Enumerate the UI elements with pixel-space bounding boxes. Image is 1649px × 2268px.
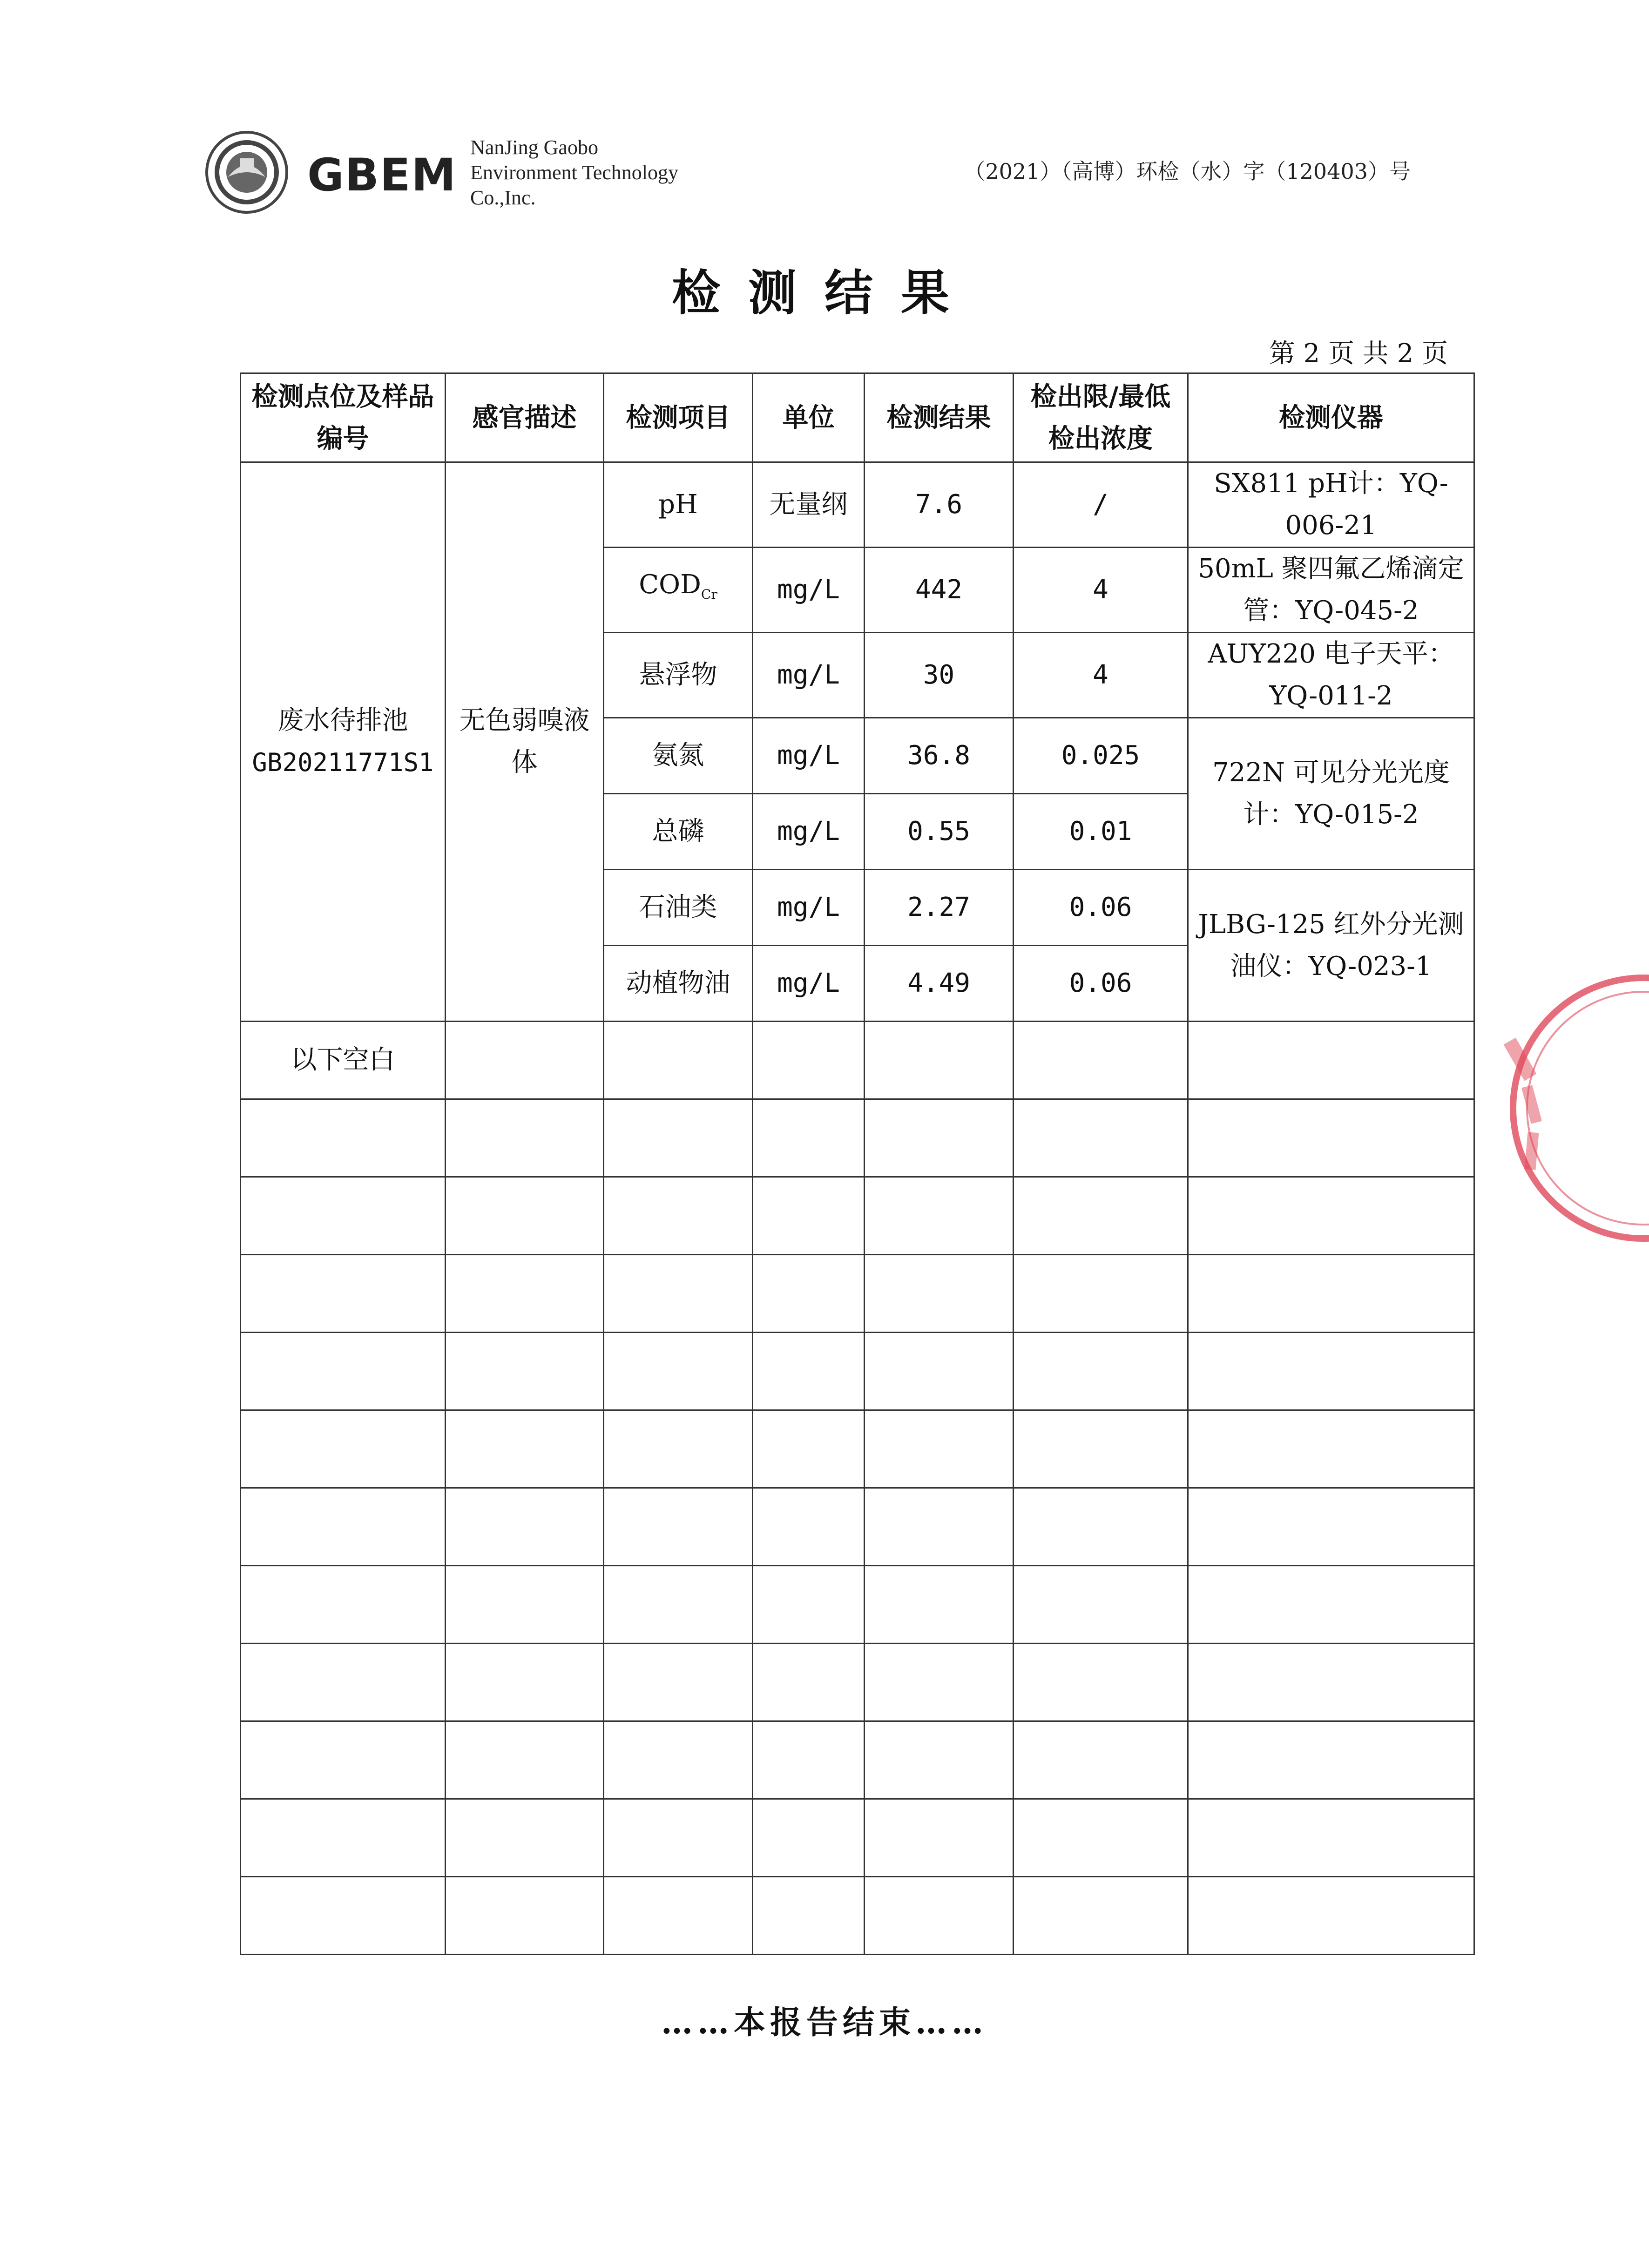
empty-cell xyxy=(1188,1177,1474,1255)
limit-cell: 0.06 xyxy=(1014,946,1188,1022)
empty-cell xyxy=(865,1333,1014,1410)
empty-cell xyxy=(241,1799,446,1877)
empty-cell xyxy=(241,1333,446,1410)
empty-rows xyxy=(241,1099,1474,1955)
table-row xyxy=(241,1799,1474,1877)
empty-cell xyxy=(753,1333,865,1410)
empty-cell xyxy=(604,1488,753,1566)
item-cell: 悬浮物 xyxy=(604,633,753,718)
result-cell: 36.8 xyxy=(865,718,1014,794)
header-sensory: 感官描述 xyxy=(446,373,604,462)
header-instrument: 检测仪器 xyxy=(1188,373,1474,462)
empty-cell xyxy=(1014,1721,1188,1799)
sample-location-cell xyxy=(241,462,446,1022)
empty-cell xyxy=(753,1644,865,1721)
empty-cell xyxy=(446,1721,604,1799)
empty-cell xyxy=(1188,1488,1474,1566)
empty-cell xyxy=(446,1177,604,1255)
empty-cell xyxy=(446,1333,604,1410)
limit-cell: 0.01 xyxy=(1014,794,1188,870)
empty-cell xyxy=(1014,1333,1188,1410)
table-row xyxy=(241,1644,1474,1721)
empty-cell xyxy=(604,1410,753,1488)
limit-cell: 4 xyxy=(1014,633,1188,718)
instrument-cell-shared: JLBG-125 红外分光测油仪：YQ-023-1 xyxy=(1188,870,1474,1022)
empty-cell xyxy=(1014,1877,1188,1955)
company-stamp xyxy=(1471,968,1649,1248)
empty-cell xyxy=(1188,1644,1474,1721)
empty-cell xyxy=(241,1877,446,1955)
item-cell: 石油类 xyxy=(604,870,753,946)
empty-cell xyxy=(1014,1410,1188,1488)
item-cell: pH xyxy=(604,462,753,548)
empty-cell xyxy=(753,1721,865,1799)
item-cell: 动植物油 xyxy=(604,946,753,1022)
table-row xyxy=(241,1255,1474,1333)
sample-location: 废水待排池 xyxy=(277,705,408,736)
result-cell: 4.49 xyxy=(865,946,1014,1022)
empty-cell xyxy=(446,1410,604,1488)
limit-cell: 0.06 xyxy=(1014,870,1188,946)
empty-cell xyxy=(604,1877,753,1955)
unit-cell: mg/L xyxy=(753,718,865,794)
table-row xyxy=(241,1177,1474,1255)
empty-cell xyxy=(604,1566,753,1644)
instrument-cell: SX811 pH计：YQ-006-21 xyxy=(1188,462,1474,548)
table-row xyxy=(241,1488,1474,1566)
result-cell: 7.6 xyxy=(865,462,1014,548)
header-unit: 单位 xyxy=(753,373,865,462)
empty-cell xyxy=(753,1022,865,1099)
table-row xyxy=(241,1721,1474,1799)
company-line-1: NanJing Gaobo xyxy=(470,136,598,159)
empty-cell xyxy=(604,1099,753,1177)
empty-cell xyxy=(865,1022,1014,1099)
empty-cell xyxy=(446,1099,604,1177)
empty-cell xyxy=(1014,1177,1188,1255)
empty-cell xyxy=(865,1721,1014,1799)
empty-cell xyxy=(241,1566,446,1644)
table-row xyxy=(241,462,1474,548)
unit-cell: mg/L xyxy=(753,633,865,718)
empty-cell xyxy=(241,1099,446,1177)
company-line-2: Environment Technology xyxy=(470,161,679,184)
empty-cell xyxy=(1014,1255,1188,1333)
empty-cell xyxy=(753,1099,865,1177)
empty-cell xyxy=(753,1877,865,1955)
empty-cell xyxy=(753,1255,865,1333)
header-location: 检测点位及样品编号 xyxy=(241,373,446,462)
empty-cell xyxy=(865,1177,1014,1255)
empty-cell xyxy=(446,1255,604,1333)
limit-cell: 4 xyxy=(1014,548,1188,633)
company-seal-logo xyxy=(200,130,293,214)
empty-cell xyxy=(241,1410,446,1488)
empty-cell xyxy=(1188,1566,1474,1644)
item-cell: 氨氮 xyxy=(604,718,753,794)
empty-cell xyxy=(446,1644,604,1721)
header-result: 检测结果 xyxy=(865,373,1014,462)
item-cod-subscript: Cr xyxy=(701,587,717,603)
table-row xyxy=(241,1877,1474,1955)
empty-cell xyxy=(865,1799,1014,1877)
result-cell: 30 xyxy=(865,633,1014,718)
company-line-3: Co.,Inc. xyxy=(470,186,536,209)
blank-note: 以下空白 xyxy=(241,1022,446,1099)
empty-cell xyxy=(1014,1566,1188,1644)
logo-text: GBEM xyxy=(307,149,457,201)
limit-cell: 0.025 xyxy=(1014,718,1188,794)
unit-cell: 无量纲 xyxy=(753,462,865,548)
instrument-cell: 50mL 聚四氟乙烯滴定管：YQ-045-2 xyxy=(1188,548,1474,633)
empty-cell xyxy=(446,1488,604,1566)
empty-cell xyxy=(604,1644,753,1721)
empty-cell xyxy=(1014,1099,1188,1177)
empty-cell xyxy=(241,1644,446,1721)
empty-cell xyxy=(865,1410,1014,1488)
empty-cell xyxy=(604,1022,753,1099)
table-row xyxy=(241,1022,1474,1099)
empty-cell xyxy=(1188,1799,1474,1877)
empty-cell xyxy=(446,1799,604,1877)
empty-cell xyxy=(604,1799,753,1877)
item-cell: 总磷 xyxy=(604,794,753,870)
empty-cell xyxy=(1014,1799,1188,1877)
empty-cell xyxy=(604,1721,753,1799)
empty-cell xyxy=(446,1022,604,1099)
empty-cell xyxy=(446,1566,604,1644)
empty-cell xyxy=(241,1177,446,1255)
empty-cell xyxy=(1014,1488,1188,1566)
result-cell: 0.55 xyxy=(865,794,1014,870)
table-row xyxy=(241,1410,1474,1488)
report-number: （2021）（高博）环检（水）字（120403）号 xyxy=(964,159,1411,184)
sensory-cell: 无色弱嗅液体 xyxy=(446,462,604,1022)
unit-cell: mg/L xyxy=(753,548,865,633)
empty-cell xyxy=(753,1566,865,1644)
table-row xyxy=(241,1333,1474,1410)
unit-cell: mg/L xyxy=(753,946,865,1022)
empty-cell xyxy=(1014,1644,1188,1721)
header-item: 检测项目 xyxy=(604,373,753,462)
report-end-note: ……本报告结束…… xyxy=(661,2004,988,2041)
empty-cell xyxy=(604,1177,753,1255)
instrument-cell: AUY220 电子天平：YQ-011-2 xyxy=(1188,633,1474,718)
result-cell: 2.27 xyxy=(865,870,1014,946)
empty-cell xyxy=(865,1566,1014,1644)
empty-cell xyxy=(1188,1099,1474,1177)
empty-cell xyxy=(753,1799,865,1877)
empty-cell xyxy=(241,1255,446,1333)
item-cell xyxy=(604,548,753,633)
empty-cell xyxy=(753,1410,865,1488)
report-header xyxy=(200,126,1457,219)
empty-cell xyxy=(865,1877,1014,1955)
empty-cell xyxy=(753,1177,865,1255)
unit-cell: mg/L xyxy=(753,870,865,946)
empty-cell xyxy=(1188,1255,1474,1333)
empty-cell xyxy=(865,1255,1014,1333)
empty-cell xyxy=(446,1877,604,1955)
item-cod: COD xyxy=(639,569,701,600)
sample-code: GB20211771S1 xyxy=(252,748,434,777)
empty-cell xyxy=(1188,1721,1474,1799)
empty-cell xyxy=(865,1099,1014,1177)
empty-cell xyxy=(604,1255,753,1333)
empty-cell xyxy=(241,1721,446,1799)
empty-cell xyxy=(753,1488,865,1566)
empty-cell xyxy=(1188,1410,1474,1488)
empty-cell xyxy=(1014,1022,1188,1099)
empty-cell xyxy=(604,1333,753,1410)
table-row xyxy=(241,1566,1474,1644)
empty-cell xyxy=(1188,1022,1474,1099)
result-cell: 442 xyxy=(865,548,1014,633)
results-table xyxy=(240,372,1475,1955)
instrument-cell-shared: 722N 可见分光光度计：YQ-015-2 xyxy=(1188,718,1474,870)
empty-cell xyxy=(241,1488,446,1566)
empty-cell xyxy=(1188,1877,1474,1955)
empty-cell xyxy=(865,1488,1014,1566)
limit-cell: / xyxy=(1014,462,1188,548)
unit-cell: mg/L xyxy=(753,794,865,870)
page-info: 第 2 页 共 2 页 xyxy=(1269,339,1448,369)
page-title: 检测结果 xyxy=(671,264,977,321)
empty-cell xyxy=(865,1644,1014,1721)
table-header-row xyxy=(241,373,1474,462)
table-row xyxy=(241,1099,1474,1177)
empty-cell xyxy=(1188,1333,1474,1410)
company-name xyxy=(470,135,678,210)
header-limit: 检出限/最低检出浓度 xyxy=(1014,373,1188,462)
